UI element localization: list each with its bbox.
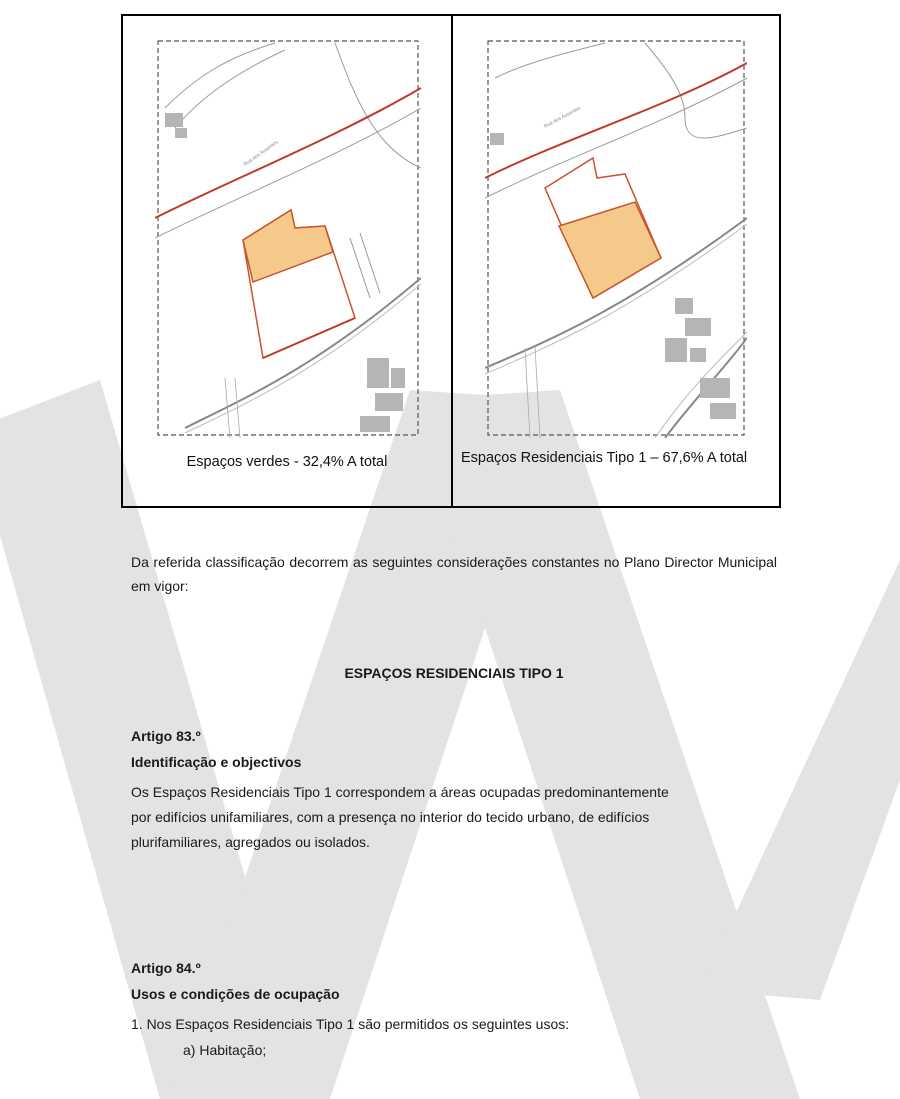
- map-green-spaces: [155, 38, 421, 438]
- road-label: Rua dos Ausentes: [543, 105, 582, 130]
- section-heading: ESPAÇOS RESIDENCIAIS TIPO 1: [344, 665, 564, 681]
- article-83-line-2: por edifícios unifamiliares, com a presença no interior do tecido urbano, de edifícios: [131, 809, 650, 825]
- article-83-line-1: Os Espaços Residenciais Tipo 1 correspondem a áreas ocupadas predominantemente: [131, 784, 669, 800]
- road-label: Rua dos Ausentes: [242, 139, 280, 168]
- article-84-item-1: 1. Nos Espaços Residenciais Tipo 1 são permitidos os seguintes usos:: [131, 1016, 570, 1032]
- caption-residential-type1: Espaços Residenciais Tipo 1 – 67,6% A total: [461, 450, 748, 466]
- map-residential-type1: [485, 38, 747, 438]
- article-83-number: Artigo 83.º: [131, 728, 201, 744]
- table-divider: [451, 16, 453, 506]
- article-83-line-3: plurifamiliares, agregados ou isolados.: [131, 834, 370, 850]
- intro-paragraph: Da referida classificação decorrem as seguintes considerações constantes no Plano Director Municipal em vigor:: [131, 554, 777, 594]
- article-84-number: Artigo 84.º: [131, 960, 201, 976]
- caption-green-spaces: Espaços verdes - 32,4% A total: [186, 454, 388, 470]
- article-84-title: Usos e condições de ocupação: [131, 986, 340, 1002]
- article-84-item-1a: a) Habitação;: [183, 1042, 267, 1058]
- article-83-title: Identificação e objectivos: [131, 754, 302, 770]
- map-comparison-table: [121, 14, 781, 508]
